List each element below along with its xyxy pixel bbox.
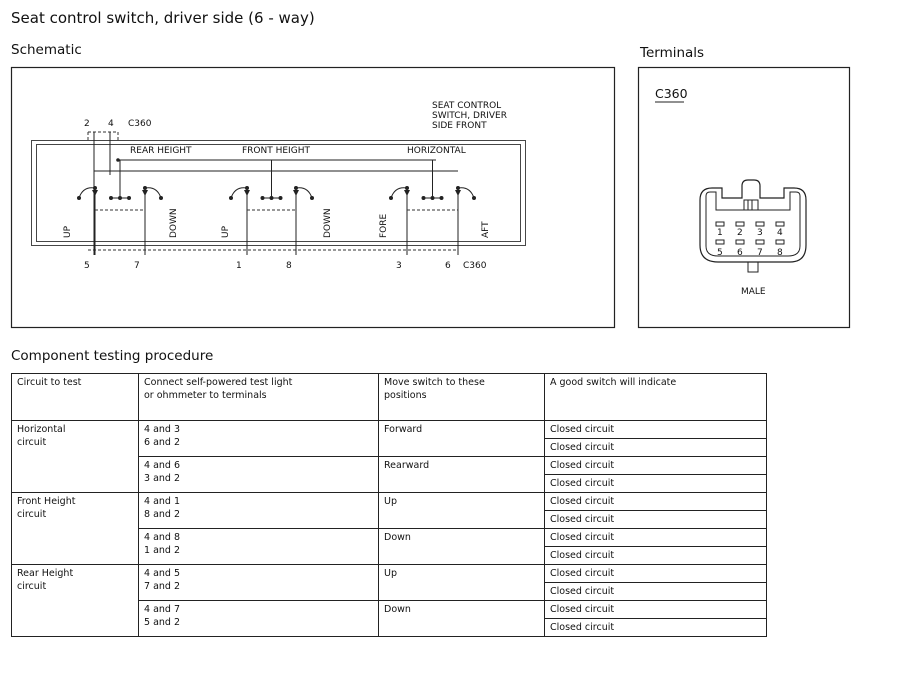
switch-position-cell: Up [379, 565, 545, 601]
table-row [12, 493, 767, 511]
terminal-pin-3 [756, 222, 764, 226]
result-cell: Closed circuit [545, 565, 767, 583]
result-cell: Closed circuit [545, 475, 767, 493]
terminals-panel [0, 0, 900, 340]
schematic-title: Schematic [11, 42, 82, 58]
circuit-name-cell: Horizontal circuit [12, 421, 139, 493]
bottom-pin-7: 7 [134, 261, 140, 271]
section-horizontal: HORIZONTAL [407, 146, 466, 156]
terminal-pin-number: 7 [757, 248, 763, 258]
circuit-name-cell: Front Height circuit [12, 493, 139, 565]
result-cell: Closed circuit [545, 601, 767, 619]
terminal-pin-number: 6 [737, 248, 743, 258]
terminal-pin-number: 1 [717, 228, 723, 238]
result-cell: Closed circuit [545, 439, 767, 457]
terminals-gender: MALE [741, 287, 766, 297]
table-row [12, 421, 767, 439]
bottom-pin-3: 3 [396, 261, 402, 271]
connector-top-label: C360 [128, 119, 152, 129]
terminals-connector-label: C360 [655, 86, 688, 101]
table-header-cell: A good switch will indicate [545, 374, 767, 421]
terminal-pin-number: 2 [737, 228, 743, 238]
terminal-pairs-cell: 4 and 5 7 and 2 [139, 565, 379, 601]
switch-position-cell: Up [379, 493, 545, 529]
result-cell: Closed circuit [545, 457, 767, 475]
terminal-pin-7 [756, 240, 764, 244]
procedure-table [11, 373, 767, 637]
page-title: Seat control switch, driver side (6 - way) [11, 9, 315, 27]
terminal-pin-6 [736, 240, 744, 244]
table-header-cell: Circuit to test [12, 374, 139, 421]
result-cell: Closed circuit [545, 421, 767, 439]
terminal-pairs-cell: 4 and 7 5 and 2 [139, 601, 379, 637]
terminal-pin-number: 3 [757, 228, 763, 238]
switch-position-cell: Rearward [379, 457, 545, 493]
switch-label-line-3: SIDE FRONT [432, 121, 487, 131]
pos-label-down-front: DOWN [323, 208, 333, 238]
pos-label-fore: FORE [379, 213, 389, 238]
connector-bottom-label: C360 [463, 261, 487, 271]
result-cell: Closed circuit [545, 493, 767, 511]
terminal-pin-number: 5 [717, 248, 723, 258]
terminals-title: Terminals [640, 45, 705, 61]
top-pin-2: 2 [84, 119, 90, 129]
section-front-height: FRONT HEIGHT [242, 146, 310, 156]
bottom-pin-6: 6 [445, 261, 451, 271]
circuit-name-cell: Rear Height circuit [12, 565, 139, 637]
terminal-pairs-cell: 4 and 3 6 and 2 [139, 421, 379, 457]
top-pin-4: 4 [108, 119, 114, 129]
pos-label-up-rear: UP [63, 225, 73, 238]
bottom-pin-5: 5 [84, 261, 90, 271]
switch-position-cell: Down [379, 529, 545, 565]
result-cell: Closed circuit [545, 619, 767, 637]
table-row [12, 565, 767, 583]
pos-label-up-front: UP [221, 225, 231, 238]
terminal-pin-8 [776, 240, 784, 244]
result-cell: Closed circuit [545, 529, 767, 547]
section-rear-height: REAR HEIGHT [130, 146, 192, 156]
terminal-pairs-cell: 4 and 6 3 and 2 [139, 457, 379, 493]
terminal-pin-4 [776, 222, 784, 226]
terminal-pairs-cell: 4 and 1 8 and 2 [139, 493, 379, 529]
result-cell: Closed circuit [545, 511, 767, 529]
terminal-pin-1 [716, 222, 724, 226]
terminal-pin-2 [736, 222, 744, 226]
pos-label-down-rear: DOWN [169, 208, 179, 238]
bottom-pin-1: 1 [236, 261, 242, 271]
switch-label-line-1: SEAT CONTROL [432, 101, 502, 111]
terminal-pin-number: 4 [777, 228, 783, 238]
table-header-row [12, 374, 767, 421]
terminal-pin-5 [716, 240, 724, 244]
result-cell: Closed circuit [545, 547, 767, 565]
result-cell: Closed circuit [545, 583, 767, 601]
terminal-pairs-cell: 4 and 8 1 and 2 [139, 529, 379, 565]
switch-label-line-2: SWITCH, DRIVER [432, 111, 507, 121]
bottom-pin-8: 8 [286, 261, 292, 271]
pos-label-aft: AFT [481, 221, 491, 238]
terminal-pin-number: 8 [777, 248, 783, 258]
procedure-title: Component testing procedure [11, 348, 214, 364]
switch-position-cell: Forward [379, 421, 545, 457]
switch-position-cell: Down [379, 601, 545, 637]
table-header-cell: Move switch to these positions [379, 374, 545, 421]
table-header-cell: Connect self-powered test light or ohmmeter to terminals [139, 374, 379, 421]
